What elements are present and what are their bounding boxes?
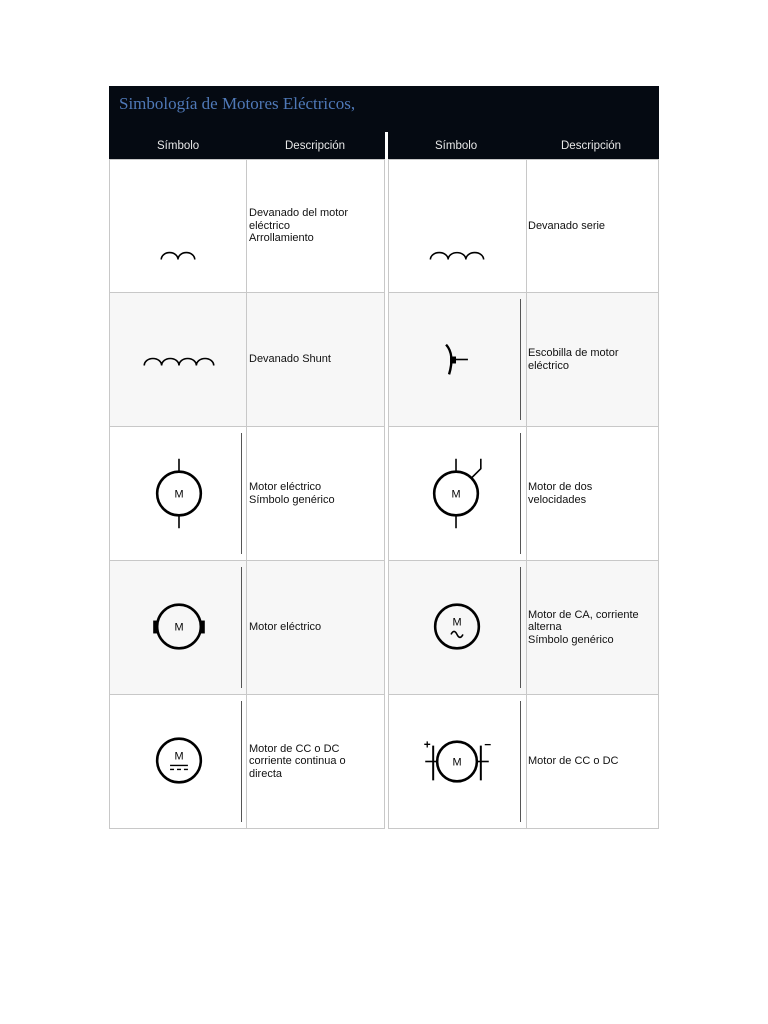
page-title: Simbología de Motores Eléctricos, — [119, 94, 356, 113]
table-row — [388, 695, 659, 829]
vertical-rule — [520, 433, 521, 554]
header-description: Descripción — [561, 140, 622, 152]
description-cell — [528, 561, 652, 694]
symbol-cell — [110, 160, 247, 292]
description-line: Devanado serie — [528, 219, 606, 232]
symbol-cell — [389, 561, 527, 694]
table-row — [388, 561, 659, 695]
vertical-rule — [241, 701, 242, 822]
left-table-header — [109, 132, 385, 159]
header-symbol: Símbolo — [157, 140, 200, 152]
symbol-cell — [110, 427, 247, 560]
table-row — [109, 561, 385, 695]
motor-letter: M — [451, 488, 461, 501]
vertical-rule — [241, 433, 242, 554]
vertical-rule — [520, 299, 521, 420]
symbol-cell — [110, 561, 247, 694]
description-line: Motor eléctrico — [249, 621, 322, 634]
description-line: Símbolo genérico — [528, 633, 614, 646]
table-row — [388, 293, 659, 427]
vertical-rule — [520, 701, 521, 822]
description-cell — [249, 160, 378, 292]
title-bar — [109, 86, 659, 132]
symbol-cell — [389, 160, 527, 292]
table-row — [109, 427, 385, 561]
two-speed-motor-icon — [389, 427, 526, 560]
header-description: Descripción — [285, 140, 346, 152]
motor-letter: M — [174, 621, 184, 634]
description-line: velocidades — [528, 493, 587, 506]
description-cell — [249, 561, 378, 694]
description-line: alterna — [528, 621, 562, 634]
ac-motor-icon — [389, 561, 526, 694]
table-row — [109, 293, 385, 427]
dc-motor-terminals-icon — [389, 695, 526, 828]
description-line: Motor eléctrico — [249, 481, 322, 493]
motor-letter: M — [174, 488, 184, 501]
description-cell — [249, 293, 378, 426]
right-table-header — [388, 132, 659, 159]
description-line: Motor de CC o DC — [528, 755, 619, 768]
motor-letter: M — [452, 756, 462, 769]
description-line: corriente continua o — [249, 755, 346, 768]
right-table — [388, 132, 659, 829]
description-line: Motor de CC o DC — [249, 742, 340, 755]
description-cell — [528, 293, 652, 426]
symbol-cell — [389, 695, 527, 828]
description-line: eléctrico — [249, 219, 290, 232]
description-line: eléctrico — [528, 359, 569, 372]
description-line: Arrollamiento — [249, 232, 314, 245]
table-row — [109, 159, 385, 293]
description-cell — [249, 695, 378, 828]
table-row — [388, 159, 659, 293]
two-loop-winding-icon — [110, 160, 246, 292]
description-line: Devanado Shunt — [249, 353, 331, 366]
table-row — [109, 695, 385, 829]
motor-with-brushes-icon — [110, 561, 246, 694]
description-line: Símbolo genérico — [249, 493, 335, 506]
header-symbol: Símbolo — [435, 140, 478, 152]
motor-letter: M — [452, 616, 462, 629]
motor-letter: M — [174, 750, 184, 763]
series-winding-icon — [389, 160, 526, 292]
dc-motor-icon — [110, 695, 246, 828]
shunt-winding-icon — [110, 293, 246, 426]
symbol-cell — [389, 427, 527, 560]
left-table — [109, 132, 385, 829]
symbol-cell — [389, 293, 527, 426]
vertical-rule — [241, 567, 242, 688]
vertical-rule — [520, 567, 521, 688]
description-cell — [528, 427, 652, 560]
description-line: Motor de dos — [528, 481, 593, 493]
table-row — [388, 427, 659, 561]
symbol-cell — [110, 695, 247, 828]
description-line: directa — [249, 767, 283, 780]
description-cell — [528, 695, 652, 828]
description-line: Escobilla de motor — [528, 347, 619, 359]
description-cell — [249, 427, 378, 560]
description-line: Devanado del motor — [249, 207, 349, 220]
description-cell — [528, 160, 652, 292]
motor-brush-icon — [389, 293, 526, 426]
minus-sign: − — [484, 737, 492, 752]
symbol-cell — [110, 293, 247, 426]
generic-motor-icon — [110, 427, 246, 560]
description-line: Motor de CA, corriente — [528, 608, 639, 621]
plus-sign: + — [423, 737, 431, 752]
